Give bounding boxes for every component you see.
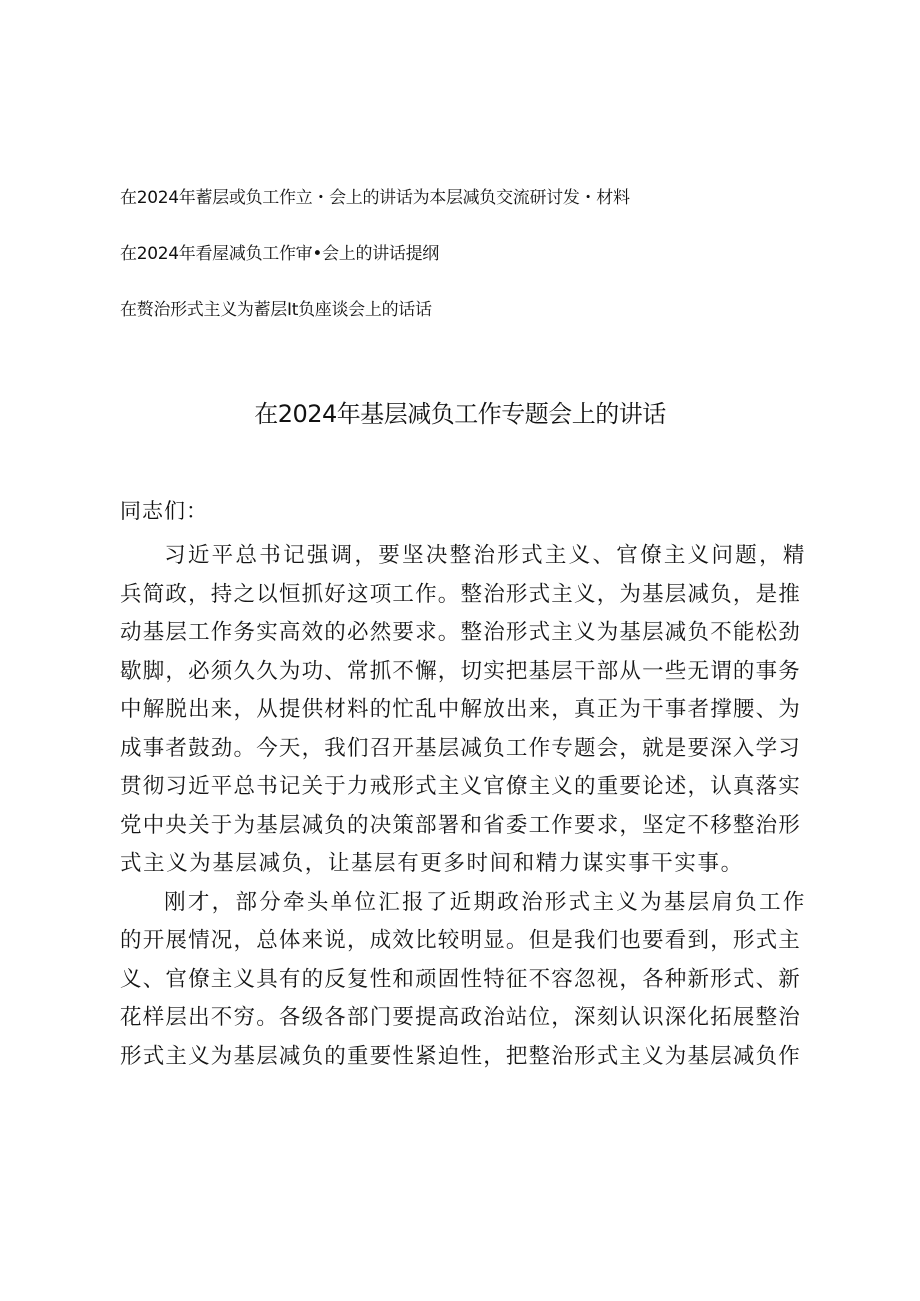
text-line: 歇脚，必须久久为功、常抓不懈，切实把基层干部从一些无谓的事务 [120, 658, 802, 684]
paragraph [120, 884, 808, 1077]
document-title: 在2024年基层减负工作专题会上的讲话 [254, 400, 666, 428]
text-line: 的开展情况，总体来说，成效比较明显。但是我们也要看到，形式主 [120, 928, 802, 953]
text-line: 义、官僚主义具有的反复性和顽固性特征不容忽视，各种新形式、新 [120, 966, 802, 992]
text-line: 形式主义为基层减负的重要性紧迫性，把整治形式主义为基层减负作 [120, 1043, 802, 1069]
document-body [120, 537, 808, 1076]
text-line: 成事者鼓劲。今天，我们召开基层减负工作专题会，就是要深入学习 [120, 735, 802, 761]
text-line: 中解脱出来，从提供材料的忙乱中解放出来，真正为干事者撑腰、为 [120, 697, 802, 722]
text-line: 刚才，部分牵头单位汇报了近期政治形式主义为基层肩负工作 [164, 889, 807, 915]
related-articles-list [120, 186, 820, 354]
text-line: 式主义为基层减负，让基层有更多时间和精力谋实事干实事。 [120, 851, 744, 876]
text-line: 动基层工作务实高效的必然要求。整治形式主义为基层减负不能松劲 [120, 620, 802, 645]
text-line: 习近平总书记强调，要坚决整治形式主义、官僚主义问题，精 [164, 543, 807, 568]
related-article-link[interactable]: 在赘治形式主义为蓄层It负座谈会上的话话 [120, 300, 432, 320]
text-line: 花样层出不穷。各级各部门要提高政治站位，深刻认识深化拓展整治 [120, 1005, 802, 1030]
paragraph [120, 537, 808, 884]
text-line: 党中央关于为基层减负的决策部署和省委工作要求，坚定不移整治形 [120, 812, 802, 838]
related-article-link[interactable]: 在2024年看屋减负工作审•会上的讲话提纲 [120, 244, 439, 264]
salutation: 同志们： [120, 499, 208, 523]
related-article-link[interactable]: 在2024年蓄层或负工作立・会上的讲话为本层减负交流研讨发・材料 [120, 188, 630, 208]
text-line: 兵简政，持之以恒抓好这项工作。整治形式主义，为基层减负，是推 [120, 581, 802, 607]
text-line: 贯彻习近平总书记关于力戒形式主义官僚主义的重要论述，认真落实 [120, 774, 802, 799]
